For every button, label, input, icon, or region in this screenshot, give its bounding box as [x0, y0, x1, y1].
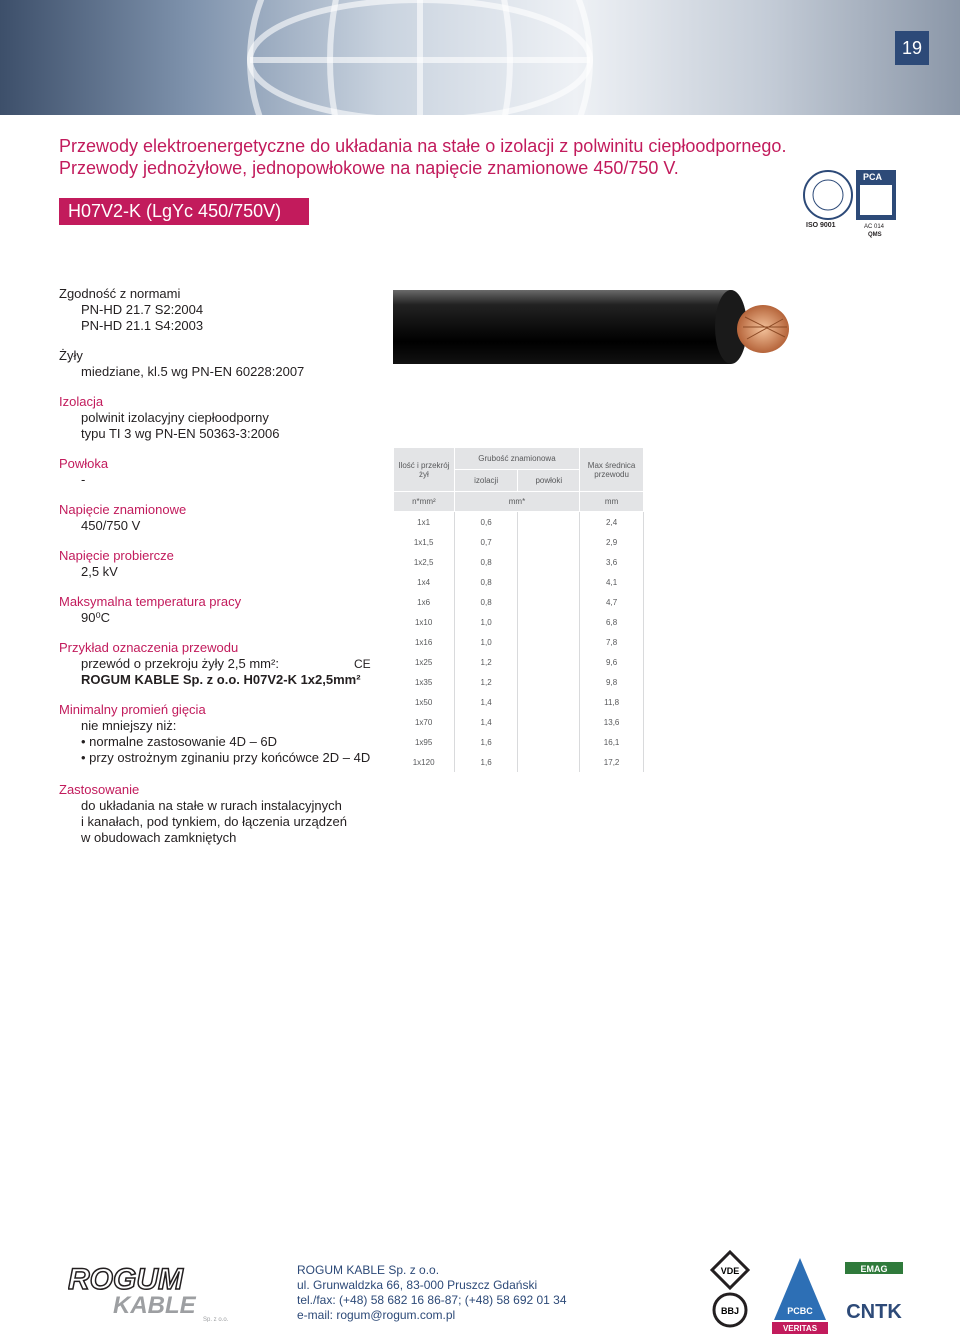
usage-heading: Zastosowanie	[59, 782, 140, 797]
iso-label: ISO 9001	[806, 222, 836, 229]
ac-label: AC 014	[864, 224, 885, 230]
table-cell: 1x35	[394, 672, 455, 692]
table-cell: 1x6	[394, 592, 455, 612]
svg-text:PCBC: PCBC	[787, 1306, 813, 1316]
table-cell: 1x70	[394, 712, 455, 732]
bbj-icon	[714, 1294, 746, 1326]
table-cell	[518, 752, 580, 772]
marking-text: przewód o przekroju żyły 2,5 mm²:	[81, 656, 279, 671]
table-cell: 16,1	[580, 732, 644, 752]
table-cell: 2,4	[580, 512, 644, 533]
model-banner: H07V2-K (LgYc 450/750V)	[59, 198, 309, 225]
emag-icon	[845, 1262, 903, 1274]
table-row	[394, 552, 644, 572]
table-cell: 0,8	[454, 592, 518, 612]
table-row	[394, 572, 644, 592]
table-cell: 1,6	[454, 732, 518, 752]
company-name: ROGUM KABLE Sp. z o.o.	[297, 1263, 440, 1277]
table-cell: 1x95	[394, 732, 455, 752]
usage-section	[59, 782, 379, 846]
marking-example: ROGUM KABLE Sp. z o.o. H07V2-K 1x2,5mm²	[81, 672, 361, 687]
table-cell: 1,2	[454, 672, 518, 692]
email-link[interactable]: e-mail: rogum@rogum.com.pl	[297, 1308, 456, 1322]
max-temp-heading: Maksymalna temperatura pracy	[59, 594, 242, 609]
table-cell: 1x50	[394, 692, 455, 712]
table-cell: 7,8	[580, 632, 644, 652]
table-cell: 1x1,5	[394, 532, 455, 552]
table-row	[394, 672, 644, 692]
table-cell: 11,8	[580, 692, 644, 712]
ce-mark-icon: CE	[354, 657, 371, 671]
page-title	[59, 135, 919, 179]
table-cell	[518, 592, 580, 612]
table-row	[394, 612, 644, 632]
rated-voltage-value: 450/750 V	[81, 518, 141, 533]
insulation-value: typu TI 3 wg PN-EN 50363-3:2006	[81, 426, 280, 441]
bend-heading: Minimalny promień gięcia	[59, 702, 206, 717]
address: ul. Grunwaldzka 66, 83-000 Pruszcz Gdański	[297, 1278, 538, 1292]
sheath-value: -	[81, 472, 86, 487]
table-cell: 1,0	[454, 612, 518, 632]
test-voltage-value: 2,5 kV	[81, 564, 118, 579]
usage-line: i kanałach, pod tynkiem, do łączenia urządzeń	[81, 814, 347, 829]
table-cell: 1,2	[454, 652, 518, 672]
bend-list	[59, 734, 379, 766]
table-header-row	[394, 448, 644, 470]
cntk-icon	[846, 1301, 902, 1323]
table-cell	[518, 532, 580, 552]
unit-cell: n*mm²	[394, 492, 455, 512]
table-cell: 0,6	[454, 512, 518, 533]
qms-label: QMS	[868, 232, 882, 238]
logo-top: ROGUM	[68, 1263, 183, 1296]
logo-bottom: KABLE	[113, 1292, 196, 1319]
table-cell: 1x2,5	[394, 552, 455, 572]
svg-text:VDE: VDE	[720, 1266, 740, 1276]
table-row	[394, 692, 644, 712]
bend-intro: nie mniejszy niż:	[81, 718, 177, 733]
table-cell: 17,2	[580, 752, 644, 772]
title-line: Przewody jednożyłowe, jednopowłokowe na napięcie znamionowe 450/750 V.	[59, 158, 679, 178]
page-number: 19	[895, 31, 929, 65]
table-cell: 0,7	[454, 532, 518, 552]
usage-line: do układania na stałe w rurach instalacyjnych	[81, 798, 342, 813]
table-cell: 1x120	[394, 752, 455, 772]
rated-voltage-heading: Napięcie znamionowe	[59, 502, 187, 517]
vde-icon	[712, 1252, 748, 1288]
table-units-row	[394, 492, 644, 512]
table-cell: 2,9	[580, 532, 644, 552]
marking-heading: Przykład oznaczenia przewodu	[59, 640, 239, 655]
table-cell	[518, 612, 580, 632]
table-cell: 9,6	[580, 652, 644, 672]
bend-item: • normalne zastosowanie 4D – 6D	[81, 734, 379, 750]
usage-line: w obudowach zamkniętych	[81, 830, 237, 845]
norms-heading: Zgodność z normami	[59, 286, 181, 301]
header-sheath: powłoki	[518, 470, 580, 492]
table-cell: 1,6	[454, 752, 518, 772]
table-cell: 1x10	[394, 612, 455, 632]
table-cell: 4,1	[580, 572, 644, 592]
rogum-logo	[68, 1262, 248, 1327]
certificate-logos	[800, 165, 910, 245]
table-cell: 6,8	[580, 612, 644, 632]
bend-item: • przy ostrożnym zginaniu przy końcówce 2D – 4D	[81, 750, 379, 766]
certification-marks	[700, 1250, 910, 1338]
table-cell: 1x16	[394, 632, 455, 652]
logo-small: Sp. z o.o.	[203, 1317, 229, 1322]
header-count: Ilość i przekrój żył	[394, 448, 455, 492]
table-cell: 1,4	[454, 692, 518, 712]
cable-image	[393, 287, 793, 367]
table-cell: 1x1	[394, 512, 455, 533]
svg-text:EMAG: EMAG	[860, 1264, 888, 1274]
test-voltage-heading: Napięcie probiercze	[59, 548, 174, 563]
spec-table	[393, 447, 644, 772]
table-row	[394, 512, 644, 533]
table-cell: 0,8	[454, 552, 518, 572]
table-cell	[518, 552, 580, 572]
svg-text:CNTK: CNTK	[846, 1301, 902, 1323]
phone: tel./fax: (+48) 58 682 16 86-87; (+48) 58 692 01 34	[297, 1293, 567, 1307]
table-cell: 3,6	[580, 552, 644, 572]
table-cell: 1x4	[394, 572, 455, 592]
table-row	[394, 652, 644, 672]
header-thickness: Grubość znamionowa	[454, 448, 579, 470]
header-insulation: izolacji	[454, 470, 518, 492]
table-cell: 1x25	[394, 652, 455, 672]
cores-value: miedziane, kl.5 wg PN-EN 60228:2007	[81, 364, 305, 379]
insulation-value: polwinit izolacyjny ciepłoodporny	[81, 410, 269, 425]
contact-info	[297, 1263, 567, 1323]
table-cell	[518, 672, 580, 692]
table-cell	[518, 632, 580, 652]
header-diameter: Max średnica przewodu	[580, 448, 644, 492]
header-band	[0, 0, 960, 115]
table-cell: 1,0	[454, 632, 518, 652]
unit-cell: mm*	[454, 492, 579, 512]
pca-label: PCA	[863, 172, 883, 182]
table-row	[394, 732, 644, 752]
table-row	[394, 712, 644, 732]
norm-item: PN-HD 21.7 S2:2004	[81, 302, 204, 317]
table-row	[394, 532, 644, 552]
title-line: Przewody elektroenergetyczne do układania na stałe o izolacji z polwinitu ciepłoodpornego.	[59, 136, 787, 156]
table-row	[394, 632, 644, 652]
insulation-heading: Izolacja	[59, 394, 104, 409]
table-cell: 4,7	[580, 592, 644, 612]
unit-cell: mm	[580, 492, 644, 512]
max-temp-value: 90⁰C	[81, 610, 111, 625]
norm-item: PN-HD 21.1 S4:2003	[81, 318, 204, 333]
table-cell	[518, 692, 580, 712]
cores-heading: Żyły	[59, 348, 83, 363]
table-cell	[518, 512, 580, 533]
table-row	[394, 752, 644, 772]
globe-graphic	[160, 0, 680, 115]
table-cell	[518, 572, 580, 592]
table-cell: 9,8	[580, 672, 644, 692]
table-cell	[518, 732, 580, 752]
table-cell: 0,8	[454, 572, 518, 592]
table-row	[394, 592, 644, 612]
table-cell: 1,4	[454, 712, 518, 732]
table-cell: 13,6	[580, 712, 644, 732]
marking-line	[59, 656, 379, 672]
svg-text:BBJ: BBJ	[720, 1306, 740, 1316]
table-cell	[518, 712, 580, 732]
pcbc-icon	[772, 1258, 828, 1334]
sheath-heading: Powłoka	[59, 456, 109, 471]
svg-text:VERITAS: VERITAS	[782, 1324, 818, 1333]
table-cell	[518, 652, 580, 672]
spec-list	[59, 286, 379, 766]
